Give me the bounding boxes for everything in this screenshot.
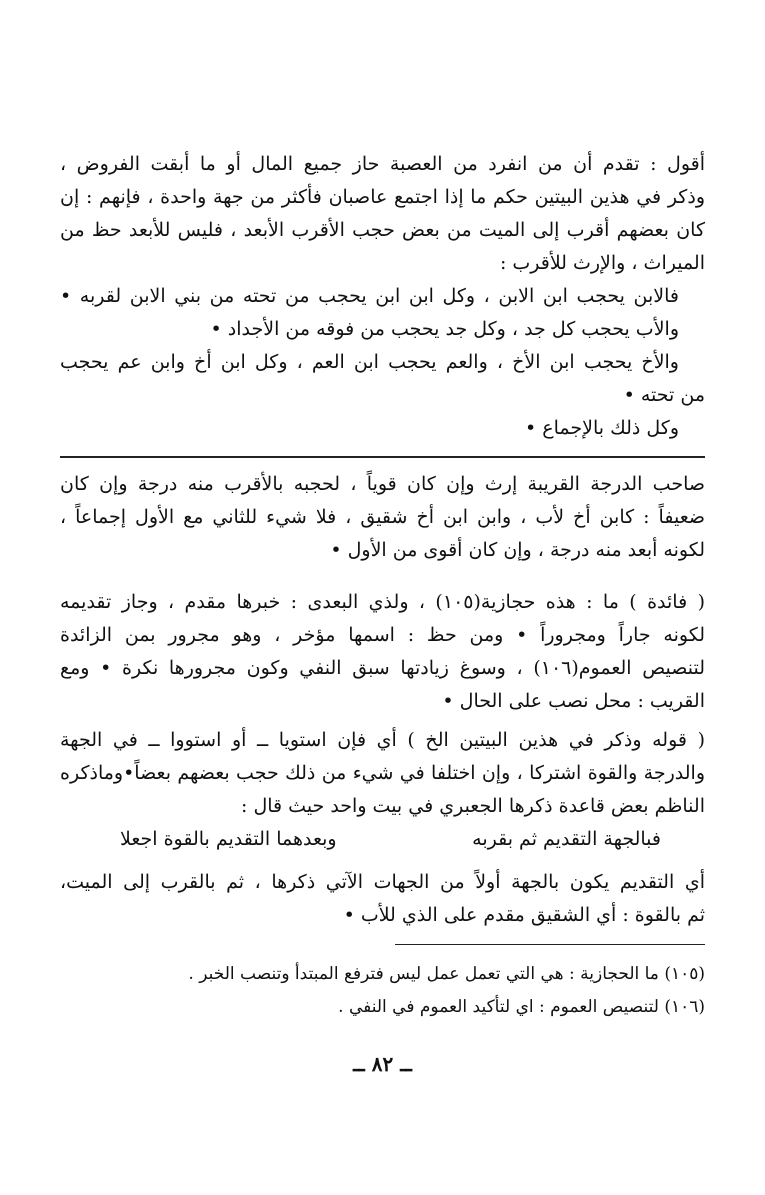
- main-line-9: وكل ذلك بالإجماع •: [525, 417, 679, 439]
- main-line-8: من تحته •: [623, 384, 705, 406]
- commentary-line: أي التقديم يكون بالجهة أولاً من الجهات الآتي ذكرها ، ثم بالقرب إلى الميت،: [60, 871, 706, 893]
- commentary-line: لتنصيص العموم(١٠٦) ، وسوغ زيادتها سبق النفي وكون مجرورها نكرة • ومع: [60, 657, 705, 679]
- section-divider: [60, 456, 705, 458]
- main-text: [60, 148, 705, 445]
- commentary-line: ضعيفاً : كابن أخ لأب ، وابن ابن أخ شقيق ، فلا شيء للثاني مع الأول إجماعاً ،: [60, 506, 705, 528]
- commentary-line: لكونه جاراً ومجروراً • ومن حظ : اسمها مؤخر ، وهو مجرور بمن الزائدة: [60, 624, 705, 646]
- commentary-block-2: [60, 586, 705, 718]
- commentary-line: الناظم بعض قاعدة ذكرها الجعبري في بيت واحد حيث قال :: [241, 795, 705, 817]
- commentary-block-1: [60, 468, 705, 567]
- footnote-105: (١٠٥) ما الحجازية : هي التي تعمل عمل ليس فترفع المبتدأ وتنصب الخبر .: [188, 964, 705, 984]
- main-line-5: فالابن يحجب ابن الابن ، وكل ابن ابن يحجب من تحته من بني الابن لقربه •: [60, 285, 679, 307]
- main-line-2: وذكر في هذين البيتين حكم ما إذا اجتمع عاصبان فأكثر من جهة واحدة ، فإنهم : إن: [60, 186, 705, 208]
- commentary-block-4: [60, 866, 705, 932]
- commentary-line: ( فائدة ) ما : هذه حجازية(١٠٥) ، ولذي البعدى : خبرها مقدم ، وجاز تقديمه: [60, 591, 705, 613]
- main-line-6: والأب يحجب كل جد ، وكل جد يحجب من فوقه من الأجداد •: [210, 318, 679, 340]
- commentary-line: ( قوله وذكر في هذين البيتين الخ ) أي فإن استويا ــ أو استووا ــ في الجهة: [60, 729, 705, 751]
- verse-first-hemistich: فبالجهة التقديم ثم بقربه: [472, 828, 661, 850]
- main-line-1: أقول : تقدم أن من انفرد من العصبة حاز جميع المال أو ما أبقت الفروض ،: [60, 153, 705, 175]
- verse-second-hemistich: وبعدهما التقديم بالقوة اجعلا: [120, 828, 337, 850]
- main-line-7: والأخ يحجب ابن الأخ ، والعم يحجب ابن العم ، وكل ابن أخ وابن عم يحجب: [60, 351, 679, 373]
- commentary-line: القريب : محل نصب على الحال •: [442, 690, 705, 712]
- commentary-line: ثم بالقوة : أي الشقيق مقدم على الذي للأب •: [343, 904, 705, 926]
- footnote-106: (١٠٦) لتنصيص العموم : اي لتأكيد العموم في النفي .: [338, 997, 705, 1017]
- footnotes: [60, 958, 705, 1024]
- main-line-3: كان بعضهم أقرب إلى الميت من بعض حجب الأقرب الأبعد ، فليس للأبعد حظ من: [60, 219, 705, 241]
- commentary-line: والدرجة والقوة اشتركا ، وإن اختلفا في شيء من ذلك حجب بعضهم بعضاً•وماذكره: [60, 762, 705, 784]
- footnote-divider: [395, 944, 705, 945]
- main-line-4: الميراث ، والإرث للأقرب :: [499, 252, 705, 274]
- page-number: ــ ٨٢ ــ: [353, 1052, 412, 1076]
- poem-verse: [60, 823, 705, 856]
- commentary-line: صاحب الدرجة القريبة إرث وإن كان قوياً ، لحجبه بالأقرب منه درجة وإن كان: [60, 473, 705, 495]
- commentary-block-3: [60, 724, 705, 856]
- commentary-line: لكونه أبعد منه درجة ، وإن كان أقوى من الأول •: [330, 539, 705, 561]
